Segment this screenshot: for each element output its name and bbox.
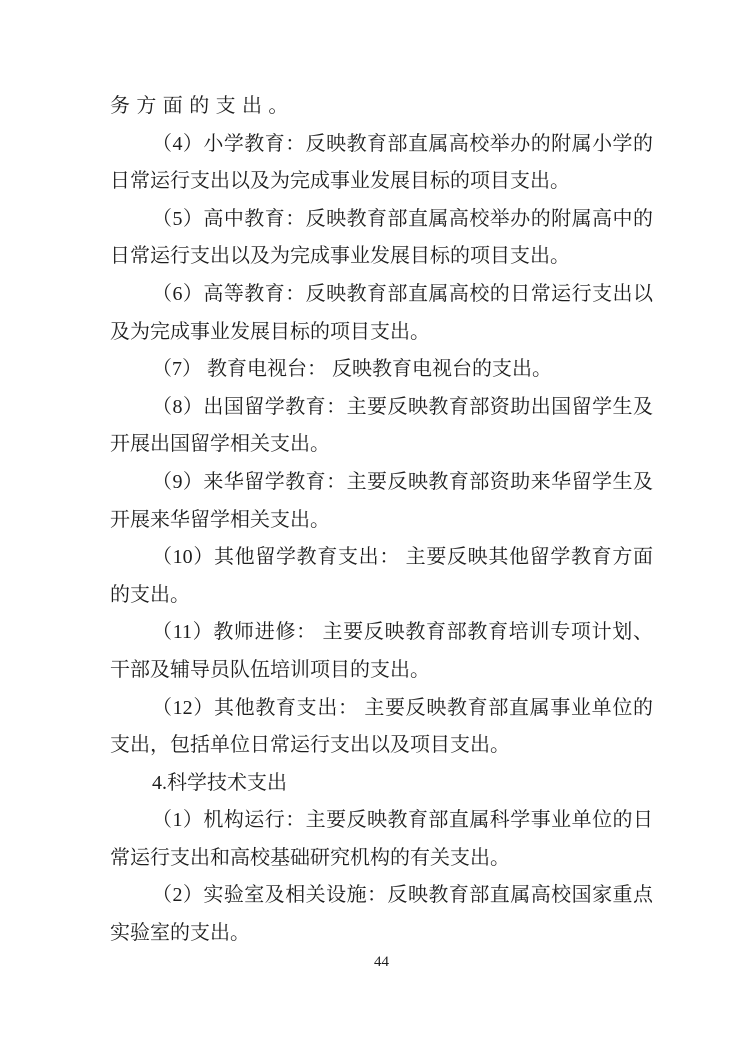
paragraph-first-line: （10）其他留学教育支出： 主要反映其他留学教育方面 (152, 546, 653, 569)
paragraph-first-line: （8）出国留学教育：主要反映教育部资助出国留学生及 (152, 395, 653, 418)
paragraph-first-line: （5）高中教育：反映教育部直属高校举办的附属高中的 (152, 207, 653, 230)
text-line: 实验室的支出。 (110, 922, 250, 945)
section-heading-line: 4.科学技术支出 (152, 771, 287, 794)
text-line: 常运行支出和高校基础研究机构的有关支出。 (110, 846, 510, 869)
text-line: 及为完成事业发展目标的项目支出。 (110, 320, 430, 343)
text-line: 日常运行支出以及为完成事业发展目标的项目支出。 (110, 170, 570, 193)
text-line: 支出，包括单位日常运行支出以及项目支出。 (110, 734, 510, 757)
text-line: 开展来华留学相关支出。 (110, 508, 330, 531)
text-line: 干部及辅导员队伍培训项目的支出。 (110, 658, 430, 681)
page-number: 44 (374, 954, 389, 970)
paragraph-first-line: （12）其他教育支出： 主要反映教育部直属事业单位的 (152, 696, 653, 719)
text-line: 的支出。 (110, 583, 190, 606)
text-line: 日常运行支出以及为完成事业发展目标的项目支出。 (110, 245, 570, 268)
text-line: 务方面的支出。 (110, 95, 295, 117)
text-line: 开展出国留学相关支出。 (110, 433, 330, 456)
text-block (110, 88, 653, 953)
paragraph-first-line: （9）来华留学教育：主要反映教育部资助来华留学生及 (152, 470, 653, 493)
paragraph-first-line: （7） 教育电视台： 反映教育电视台的支出。 (152, 358, 552, 381)
paragraph-first-line: （11）教师进修： 主要反映教育部教育培训专项计划、 (152, 621, 653, 644)
paragraph-first-line: （1）机构运行：主要反映教育部直属科学事业单位的日 (152, 809, 653, 832)
paragraph-first-line: （4）小学教育：反映教育部直属高校举办的附属小学的 (152, 132, 653, 155)
paragraph-first-line: （6）高等教育：反映教育部直属高校的日常运行支出以 (152, 282, 653, 305)
paragraph-first-line: （2）实验室及相关设施：反映教育部直属高校国家重点 (152, 884, 653, 907)
